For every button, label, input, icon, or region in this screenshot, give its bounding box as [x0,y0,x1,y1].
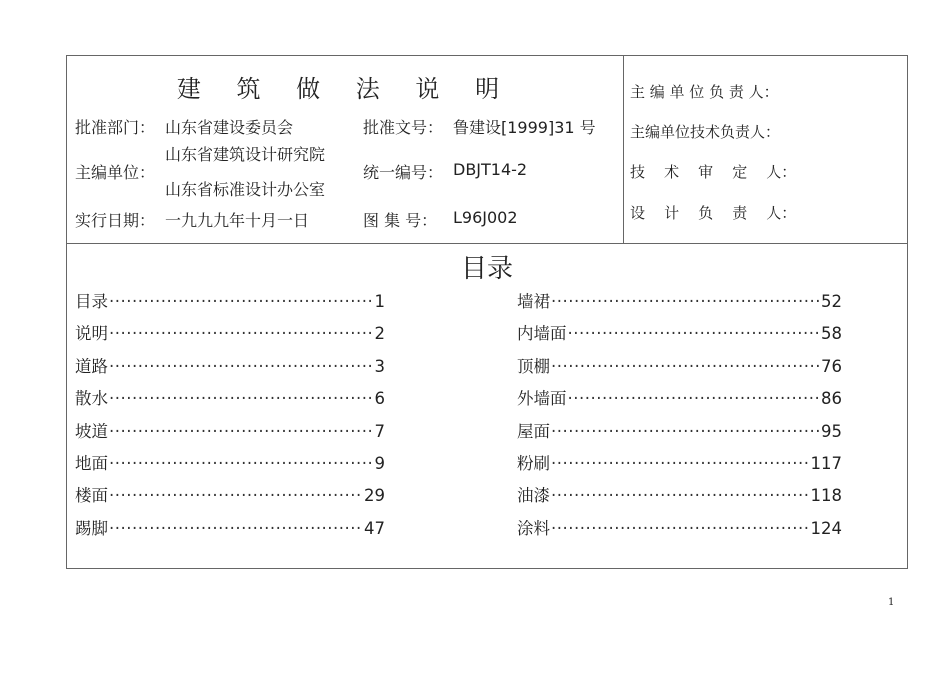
effective-date-value: 一九九九年十月一日 [165,211,310,230]
toc-entry-label: 油漆 [517,486,550,506]
toc-entry[interactable] [517,418,842,450]
toc-entry-page: 3 [374,356,385,376]
toc-leader [109,519,363,538]
toc-entry[interactable] [517,320,842,352]
toc-entry-label: 散水 [75,389,108,409]
document-frame [66,55,908,569]
toc-leader [109,422,374,441]
toc-entry-label: 粉刷 [517,453,550,473]
toc-entry-page: 6 [374,389,385,409]
toc-entry-page: 124 [810,518,842,538]
approval-dept-value: 山东省建设委员会 [165,118,294,137]
toc-entry-page: 2 [374,324,385,344]
toc-leader [109,324,374,343]
toc-leader [551,422,820,441]
toc-left-column [75,288,385,547]
toc-entry[interactable] [75,288,385,320]
signature-divider [623,56,624,243]
unified-no-label: 统一编号： [363,163,444,182]
toc-entry[interactable] [517,450,842,482]
toc-entry-page: 52 [821,292,842,311]
toc-entry-page: 1 [374,292,385,311]
toc-leader [109,292,374,311]
toc-entry-label: 屋面 [517,421,550,441]
chief-unit-tech-head-label: 主编单位技术负责人： [630,123,781,141]
toc-leader [568,389,821,408]
technical-approver-label: 技 术 审 定 人： [630,163,797,181]
toc-leader [551,357,820,376]
toc-entry-page: 47 [364,518,385,538]
toc-title: 目录 [460,254,513,284]
toc-entry-page: 7 [374,421,385,441]
toc-entry[interactable] [75,515,385,547]
toc-entry-label: 涂料 [517,518,550,538]
editor-unit-2: 山东省标准设计办公室 [165,180,326,199]
atlas-no-value: L96J002 [453,208,518,227]
toc-leader [551,486,810,505]
toc-entry-label: 顶棚 [517,356,550,376]
page-number: 1 [888,597,895,608]
toc-entry-label: 楼面 [75,486,108,506]
toc-leader [551,519,810,538]
approval-dept-label: 批准部门： [75,118,156,137]
toc-entry-page: 118 [810,486,842,506]
toc-entry[interactable] [75,353,385,385]
toc-entry[interactable] [517,385,842,417]
atlas-no-label: 图 集 号： [363,211,438,230]
toc-entry-page: 95 [821,421,842,441]
toc-entry-label: 内墙面 [517,324,567,344]
toc-entry-label: 墙裙 [517,292,550,311]
approval-doc-label: 批准文号： [363,118,444,137]
toc-entry-label: 道路 [75,356,108,376]
toc-entry[interactable] [517,353,842,385]
toc-leader [568,324,821,343]
toc-leader [109,486,363,505]
toc-entry[interactable] [75,320,385,352]
toc-entry[interactable] [75,385,385,417]
toc-entry-page: 76 [821,356,842,376]
chief-unit-head-label: 主 编 单 位 负 责 人： [630,83,779,101]
toc-right-column [517,288,842,547]
toc-leader [551,454,810,473]
editor-unit-label: 主编单位： [75,163,156,182]
toc-entry[interactable] [75,482,385,514]
toc-entry-label: 地面 [75,453,108,473]
toc-leader [109,454,374,473]
toc-entry-page: 29 [364,486,385,506]
toc-entry-page: 58 [821,324,842,344]
toc-entry-label: 踢脚 [75,518,108,538]
toc-entry-label: 说明 [75,324,108,344]
toc-entry-label: 坡道 [75,421,108,441]
toc-entry[interactable] [517,482,842,514]
toc-entry[interactable] [517,288,842,320]
toc-entry[interactable] [517,515,842,547]
unified-no-value: DBJT14-2 [453,160,528,179]
editor-unit-1: 山东省建筑设计研究院 [165,145,326,164]
approval-doc-value: 鲁建设[1999]31 号 [453,118,596,137]
toc-entry[interactable] [75,450,385,482]
toc-leader [551,292,820,311]
header-divider [67,243,907,244]
toc-leader [109,389,374,408]
toc-entry-page: 9 [374,453,385,473]
toc-entry-page: 117 [810,453,842,473]
effective-date-label: 实行日期： [75,211,156,230]
toc-entry-page: 86 [821,389,842,409]
design-head-label: 设 计 负 责 人： [630,204,797,222]
toc-entry-label: 目录 [75,292,108,311]
toc-leader [109,357,374,376]
toc-entry[interactable] [75,418,385,450]
document-title: 建 筑 做 法 说 明 [176,75,514,103]
toc-entry-label: 外墙面 [517,389,567,409]
